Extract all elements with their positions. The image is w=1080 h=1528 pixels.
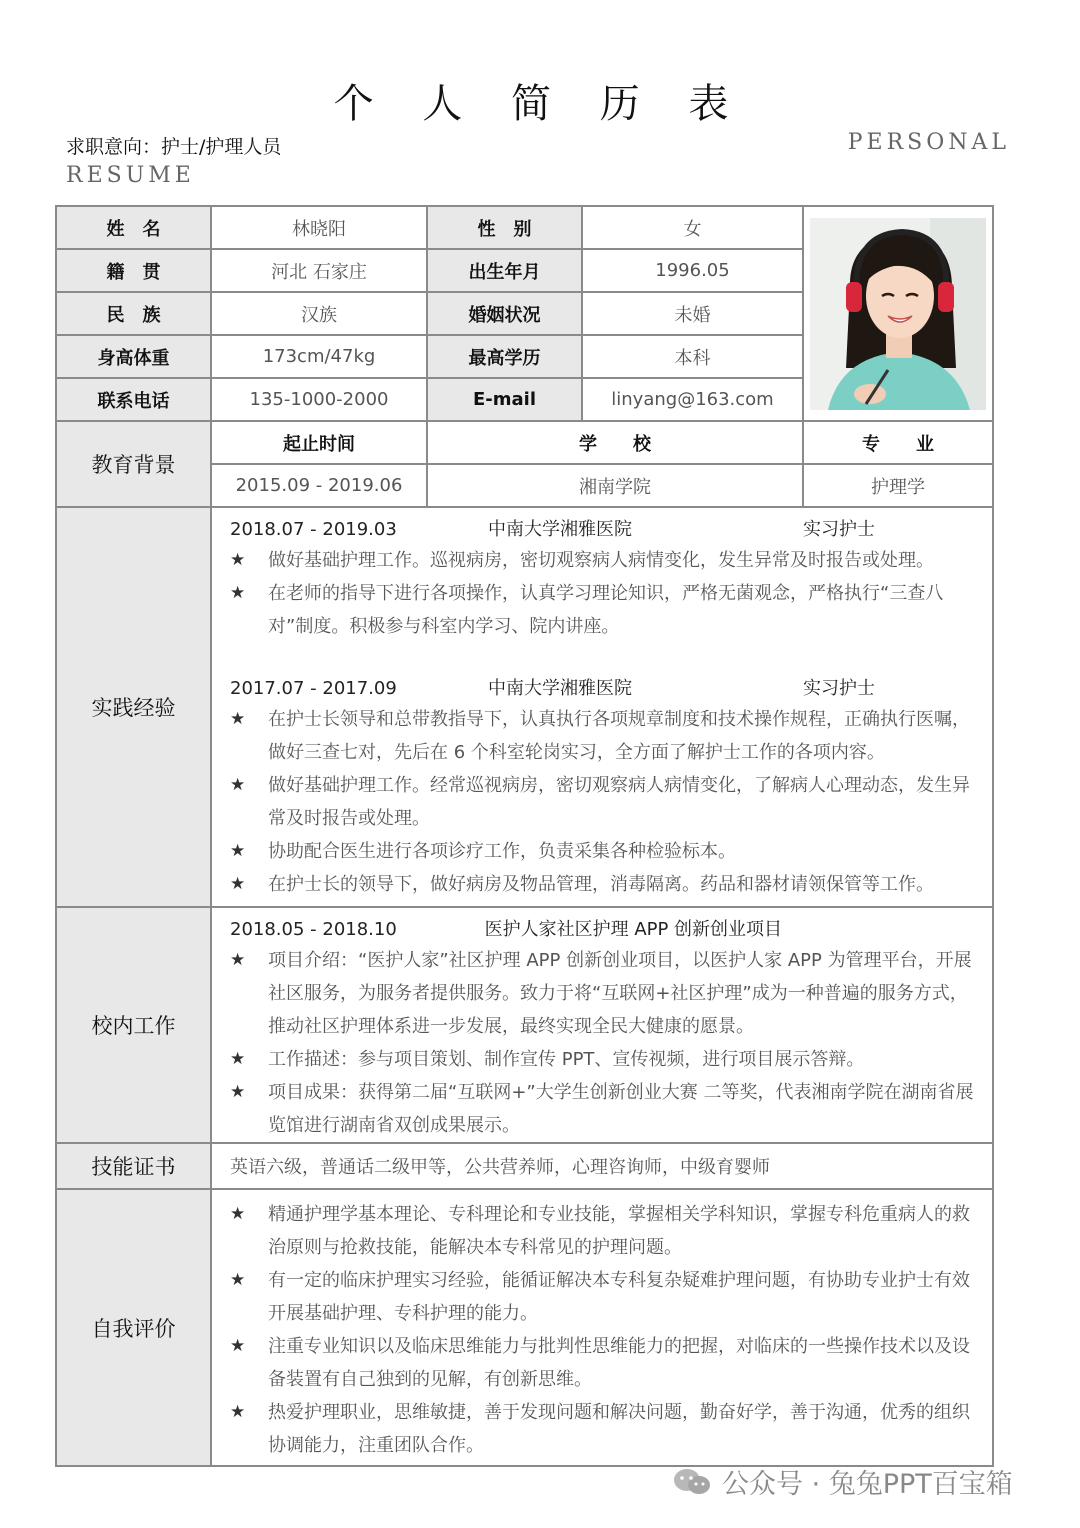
- watermark-text: 公众号 · 兔兔PPT百宝箱: [722, 1469, 1013, 1500]
- phone-value: 135-1000-2000: [211, 378, 427, 421]
- personal-en-label: PERSONAL: [847, 130, 1010, 155]
- email-value: linyang@163.com: [582, 378, 803, 421]
- watermark: [672, 1462, 1013, 1501]
- practice-entry-2-list: [230, 703, 978, 901]
- edu-time: 2015.09 - 2019.06: [211, 464, 427, 507]
- practice-content: [211, 507, 993, 907]
- star-icon: ★: [230, 550, 246, 570]
- edu-time-header: 起止时间: [211, 421, 427, 464]
- star-icon: ★: [230, 775, 246, 795]
- star-icon: ★: [230, 950, 246, 970]
- star-icon: ★: [230, 874, 246, 894]
- name-label: 姓 名: [56, 206, 211, 249]
- page-title: 个 人 简 历 表: [333, 81, 747, 127]
- gender-label: 性 别: [427, 206, 582, 249]
- list-item: ★ 注重专业知识以及临床思维能力与批判性思维能力的把握，对临床的一些操作技术以及设备装置有自己独到的见解，有创新思维。: [230, 1330, 978, 1396]
- self-content: [211, 1189, 993, 1466]
- star-icon: ★: [230, 1204, 246, 1224]
- star-icon: ★: [230, 1270, 246, 1290]
- email-label: E-mail: [427, 378, 582, 421]
- marital-value: 未婚: [582, 292, 803, 335]
- list-item: ★ 有一定的临床护理实习经验，能循证解决本专科复杂疑难护理问题，有协助专业护士有效开展基础护理、专科护理的能力。: [230, 1264, 978, 1330]
- phone-label: 联系电话: [56, 378, 211, 421]
- campus-label: 校内工作: [56, 907, 211, 1143]
- edu-school-header: 学 校: [427, 421, 803, 464]
- list-item: ★ 做好基础护理工作。经常巡视病房，密切观察病人病情变化，了解病人心理动态，发生异常及时报告或处理。: [230, 769, 978, 835]
- edu-major: 护理学: [803, 464, 993, 507]
- list-item: ★ 在老师的指导下进行各项操作，认真学习理论知识，严格无菌观念，严格执行“三查八对”制度。积极参与科室内学习、院内讲座。: [230, 577, 978, 643]
- ethnic-value: 汉族: [211, 292, 427, 335]
- degree-value: 本科: [582, 335, 803, 378]
- education-label: 教育背景: [56, 421, 211, 507]
- body-value: 173cm/47kg: [211, 335, 427, 378]
- birth-label: 出生年月: [427, 249, 582, 292]
- entry-org: 中南大学湘雅医院: [488, 678, 632, 699]
- self-label: 自我评价: [56, 1189, 211, 1466]
- list-item: ★ 工作描述：参与项目策划、制作宣传 PPT、宣传视频，进行项目展示答辩。: [230, 1043, 978, 1076]
- practice-entry-2-head: [230, 675, 978, 703]
- profile-photo: [810, 218, 986, 410]
- entry-role: 实习护士: [803, 678, 875, 699]
- origin-value: 河北 石家庄: [211, 249, 427, 292]
- ethnic-label: 民 族: [56, 292, 211, 335]
- entry-date: 2018.07 - 2019.03: [230, 519, 397, 540]
- origin-label: 籍 贯: [56, 249, 211, 292]
- list-item: ★ 在护士长的领导下，做好病房及物品管理，消毒隔离。药品和器材请领保管等工作。: [230, 868, 978, 901]
- entry-date: 2017.07 - 2017.09: [230, 678, 397, 699]
- body-label: 身高体重: [56, 335, 211, 378]
- list-item: ★ 精通护理学基本理论、专科理论和专业技能，掌握相关学科知识，掌握专科危重病人的救治原则与抢救技能，能解决本专科常见的护理问题。: [230, 1198, 978, 1264]
- skills-value: 英语六级，普通话二级甲等，公共营养师，心理咨询师，中级育婴师: [211, 1143, 993, 1189]
- list-item: ★ 热爱护理职业，思维敏捷，善于发现问题和解决问题，勤奋好学，善于沟通，优秀的组织协调能力，注重团队合作。: [230, 1396, 978, 1462]
- campus-list: [230, 944, 978, 1142]
- star-icon: ★: [230, 1082, 246, 1102]
- photo-cell: [803, 206, 993, 421]
- edu-major-header: 专 业: [803, 421, 993, 464]
- wechat-icon: [672, 1467, 712, 1497]
- entry-date: 2018.05 - 2018.10: [230, 919, 397, 940]
- star-icon: ★: [230, 583, 246, 603]
- degree-label: 最高学历: [427, 335, 582, 378]
- list-item: ★ 项目成果：获得第二届“互联网+”大学生创新创业大赛 二等奖，代表湘南学院在湖南省展览馆进行湖南省双创成果展示。: [230, 1076, 978, 1142]
- skills-label: 技能证书: [56, 1143, 211, 1189]
- entry-org: 中南大学湘雅医院: [488, 519, 632, 540]
- practice-label: 实践经验: [56, 507, 211, 907]
- practice-entry-1-list: [230, 544, 978, 643]
- resume-en-label: RESUME: [66, 163, 195, 188]
- job-intent: 求职意向：护士/护理人员: [66, 136, 282, 158]
- campus-entry-head: [230, 916, 978, 944]
- edu-school: 湘南学院: [427, 464, 803, 507]
- star-icon: ★: [230, 1402, 246, 1422]
- star-icon: ★: [230, 709, 246, 729]
- name-value: 林晓阳: [211, 206, 427, 249]
- list-item: ★ 协助配合医生进行各项诊疗工作，负责采集各种检验标本。: [230, 835, 978, 868]
- star-icon: ★: [230, 841, 246, 861]
- marital-label: 婚姻状况: [427, 292, 582, 335]
- star-icon: ★: [230, 1049, 246, 1069]
- list-item: ★ 项目介绍：“医护人家”社区护理 APP 创新创业项目，以医护人家 APP 为管理平台，开展社区服务，为服务者提供服务。致力于将“互联网+社区护理”成为一种普遍的服务方式，推动社区护理体系进一步发展，最终实现全民大健康的愿景。: [230, 944, 978, 1043]
- resume-table: [55, 205, 994, 1467]
- birth-value: 1996.05: [582, 249, 803, 292]
- star-icon: ★: [230, 1336, 246, 1356]
- campus-content: [211, 907, 993, 1143]
- entry-project: 医护人家社区护理 APP 创新创业项目: [484, 919, 783, 940]
- list-item: ★ 做好基础护理工作。巡视病房，密切观察病人病情变化，发生异常及时报告或处理。: [230, 544, 978, 577]
- entry-role: 实习护士: [803, 519, 875, 540]
- self-list: [230, 1198, 978, 1462]
- list-item: ★ 在护士长领导和总带教指导下，认真执行各项规章制度和技术操作规程，正确执行医嘱，做好三查七对，先后在 6 个科室轮岗实习，全方面了解护士工作的各项内容。: [230, 703, 978, 769]
- gender-value: 女: [582, 206, 803, 249]
- practice-entry-1-head: [230, 516, 978, 544]
